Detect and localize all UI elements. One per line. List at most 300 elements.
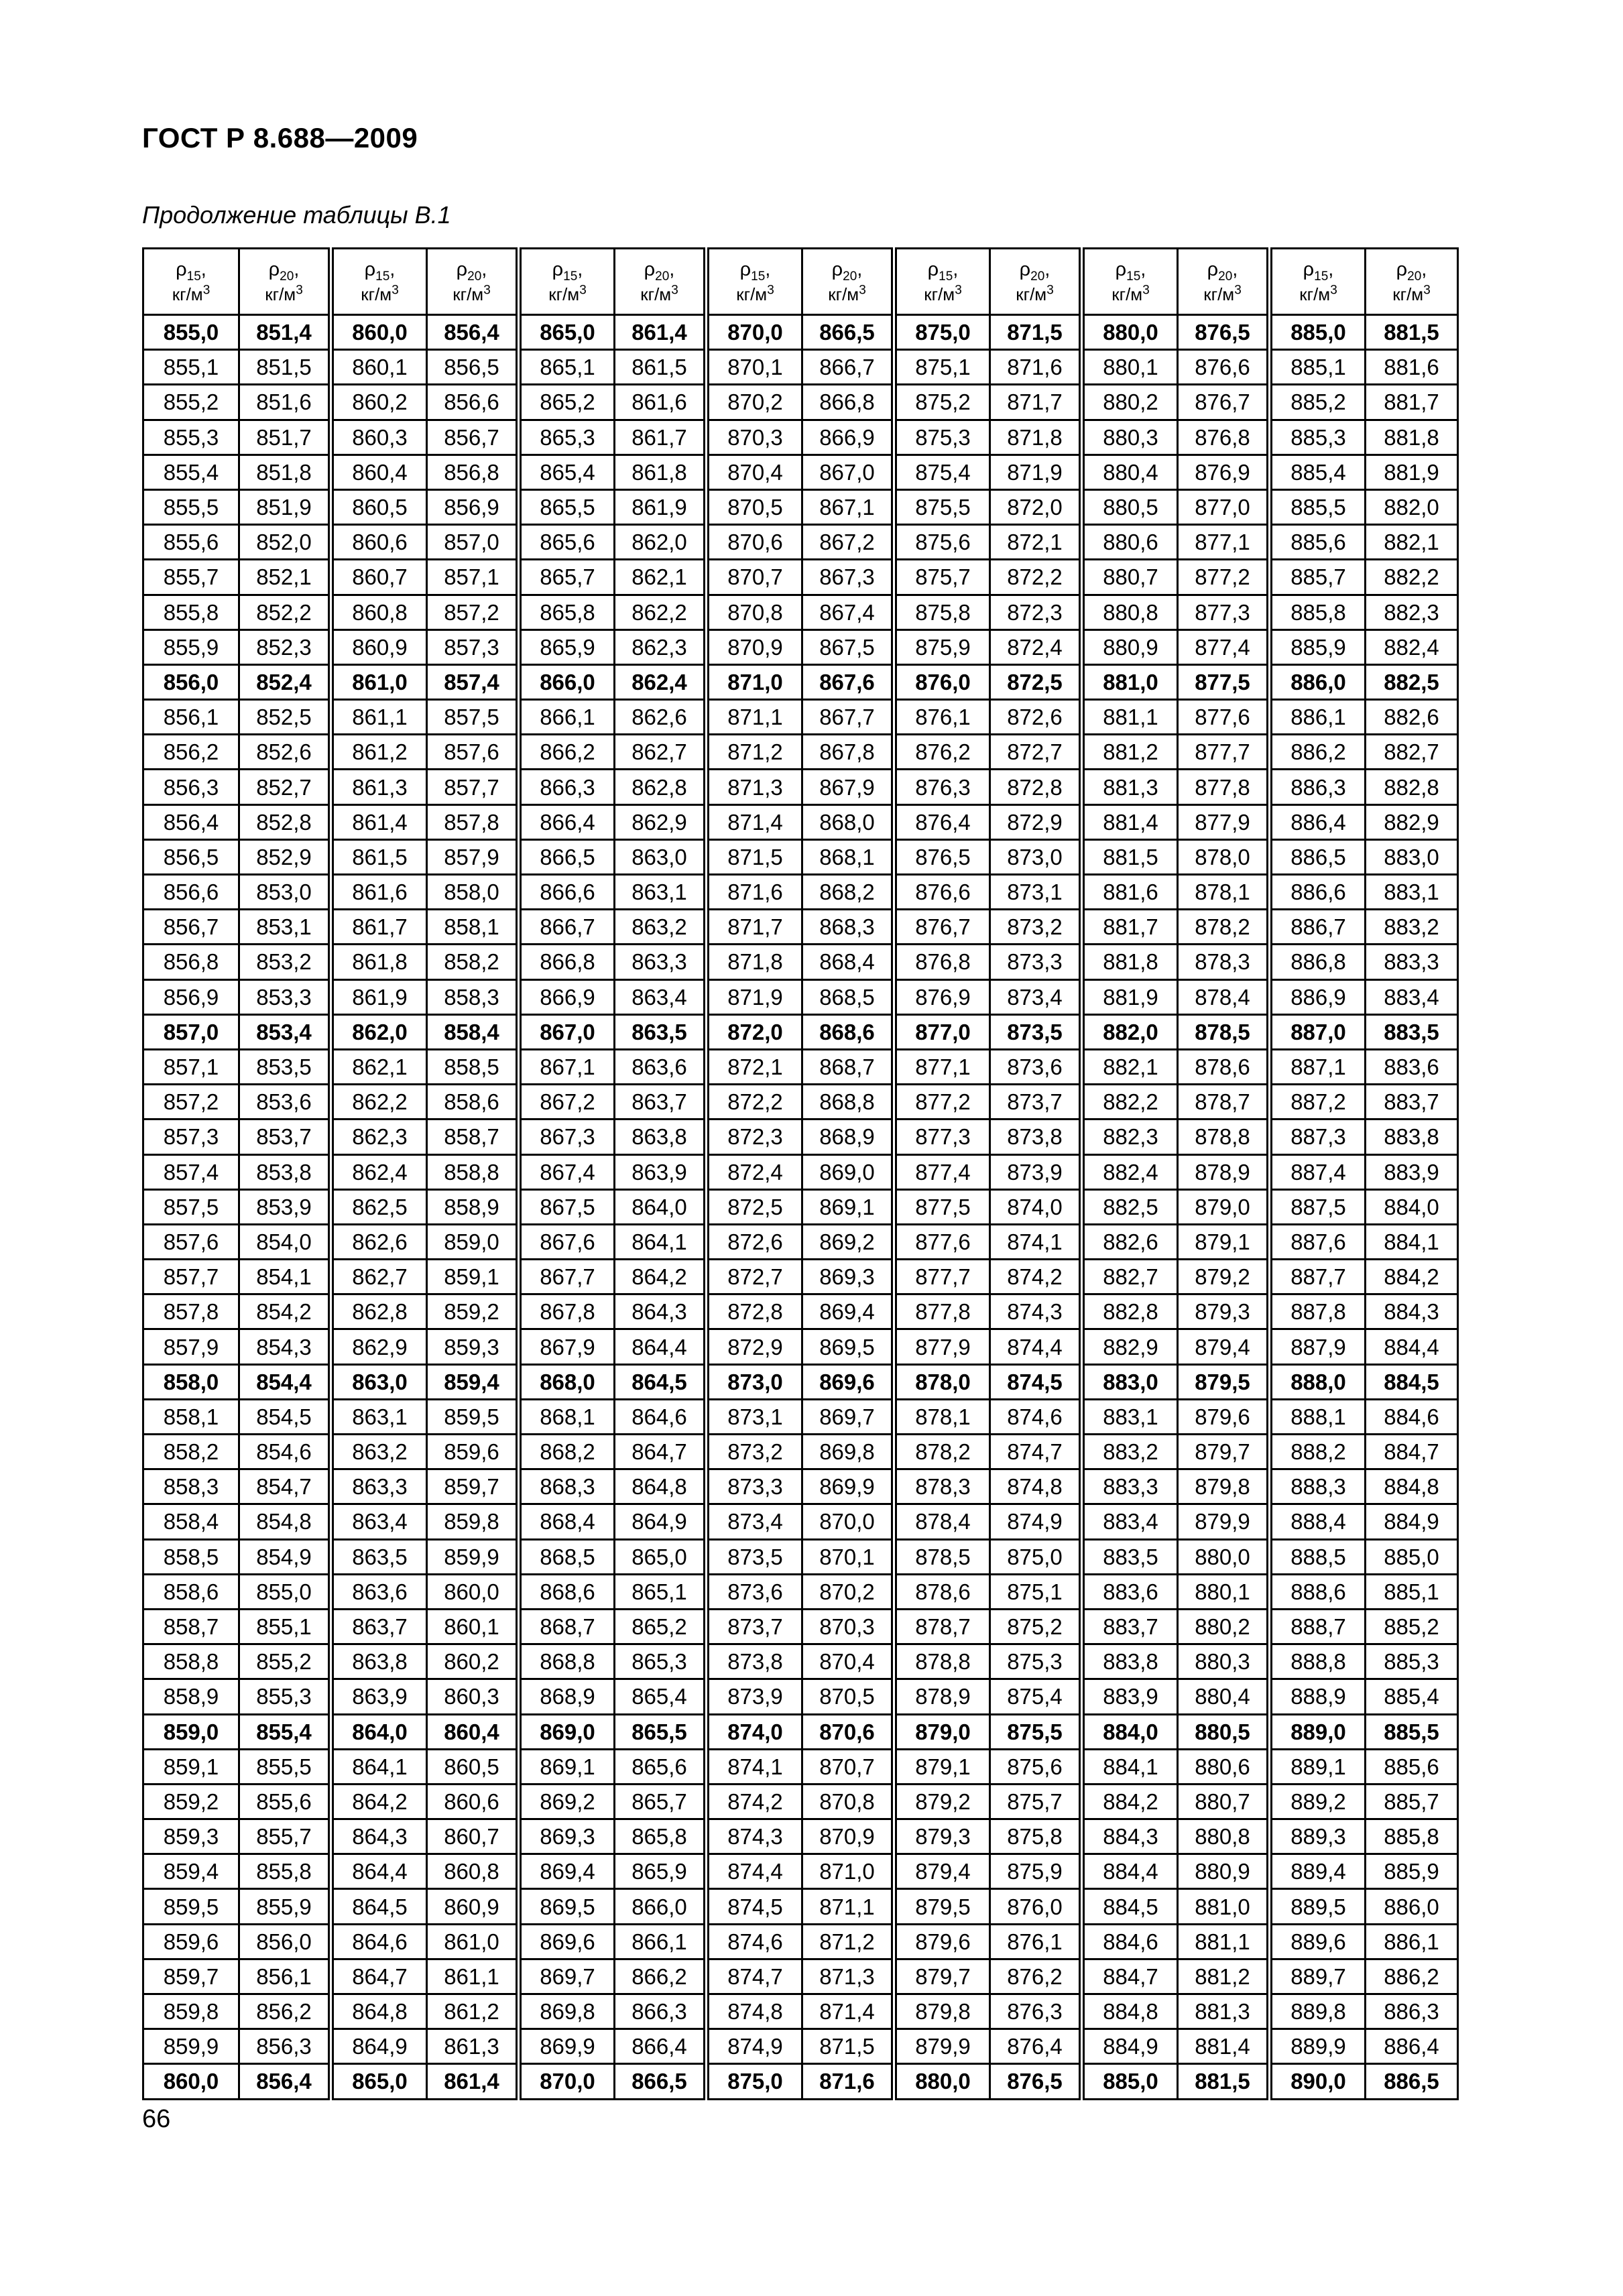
cell-rho15: 855,9 xyxy=(143,629,239,664)
cell-rho20: 860,2 xyxy=(427,1644,519,1679)
table-row xyxy=(143,1364,1458,1399)
table-row xyxy=(143,1504,1458,1539)
cell-rho15: 881,1 xyxy=(1082,700,1178,735)
cell-rho15: 882,5 xyxy=(1082,1189,1178,1224)
cell-rho15: 871,8 xyxy=(707,945,802,979)
cell-rho15: 878,6 xyxy=(894,1574,990,1609)
cell-rho20: 885,1 xyxy=(1366,1574,1458,1609)
table-row xyxy=(143,489,1458,524)
cell-rho20: 857,9 xyxy=(427,839,519,874)
table-row xyxy=(143,420,1458,455)
cell-rho15: 859,7 xyxy=(143,1959,239,1994)
cell-rho20: 876,8 xyxy=(1178,420,1270,455)
cell-rho20: 862,4 xyxy=(615,664,707,699)
cell-rho20: 884,9 xyxy=(1366,1504,1458,1539)
cell-rho20: 877,5 xyxy=(1178,664,1270,699)
table-row xyxy=(143,1854,1458,1889)
cell-rho15: 873,4 xyxy=(707,1504,802,1539)
cell-rho15: 881,4 xyxy=(1082,804,1178,839)
cell-rho15: 866,0 xyxy=(519,664,615,699)
unit-label: $кг/м^3$ xyxy=(265,283,303,305)
cell-rho15: 862,2 xyxy=(331,1085,427,1120)
cell-rho15: 875,7 xyxy=(894,560,990,595)
cell-rho15: 858,7 xyxy=(143,1609,239,1644)
cell-rho15: 889,4 xyxy=(1270,1854,1366,1889)
column-header-rho20 xyxy=(427,249,519,315)
cell-rho20: 870,8 xyxy=(802,1784,894,1819)
cell-rho20: 881,9 xyxy=(1366,455,1458,489)
cell-rho15: 885,9 xyxy=(1270,629,1366,664)
cell-rho15: 879,7 xyxy=(894,1959,990,1994)
cell-rho20: 879,5 xyxy=(1178,1364,1270,1399)
cell-rho20: 852,4 xyxy=(239,664,331,699)
cell-rho15: 861,7 xyxy=(331,910,427,945)
cell-rho15: 889,8 xyxy=(1270,1994,1366,2029)
cell-rho15: 864,4 xyxy=(331,1854,427,1889)
cell-rho15: 876,7 xyxy=(894,910,990,945)
cell-rho20: 868,6 xyxy=(802,1014,894,1049)
cell-rho15: 857,5 xyxy=(143,1189,239,1224)
cell-rho15: 882,0 xyxy=(1082,1014,1178,1049)
cell-rho15: 889,1 xyxy=(1270,1749,1366,1784)
cell-rho20: 874,0 xyxy=(990,1189,1082,1224)
cell-rho15: 857,7 xyxy=(143,1260,239,1294)
cell-rho20: 851,8 xyxy=(239,455,331,489)
cell-rho15: 858,4 xyxy=(143,1504,239,1539)
cell-rho15: 857,6 xyxy=(143,1224,239,1259)
cell-rho15: 888,9 xyxy=(1270,1679,1366,1714)
cell-rho20: 869,9 xyxy=(802,1469,894,1504)
cell-rho20: 871,6 xyxy=(990,350,1082,385)
cell-rho20: 855,1 xyxy=(239,1609,331,1644)
cell-rho15: 869,1 xyxy=(519,1749,615,1784)
table-row xyxy=(143,839,1458,874)
cell-rho20: 856,8 xyxy=(427,455,519,489)
cell-rho15: 876,2 xyxy=(894,735,990,770)
cell-rho15: 856,0 xyxy=(143,664,239,699)
cell-rho20: 852,9 xyxy=(239,839,331,874)
cell-rho20: 878,9 xyxy=(1178,1154,1270,1189)
cell-rho15: 880,4 xyxy=(1082,455,1178,489)
cell-rho15: 880,1 xyxy=(1082,350,1178,385)
cell-rho20: 853,1 xyxy=(239,910,331,945)
table-row xyxy=(143,2064,1458,2099)
cell-rho15: 882,6 xyxy=(1082,1224,1178,1259)
cell-rho15: 883,2 xyxy=(1082,1435,1178,1469)
cell-rho15: 881,9 xyxy=(1082,979,1178,1014)
cell-rho15: 875,2 xyxy=(894,385,990,420)
cell-rho20: 858,3 xyxy=(427,979,519,1014)
cell-rho20: 860,1 xyxy=(427,1609,519,1644)
column-header-rho20 xyxy=(239,249,331,315)
unit-label: $кг/м^3$ xyxy=(736,283,774,305)
column-header-rho20 xyxy=(1366,249,1458,315)
cell-rho20: 867,3 xyxy=(802,560,894,595)
cell-rho20: 863,5 xyxy=(615,1014,707,1049)
cell-rho15: 863,0 xyxy=(331,1364,427,1399)
cell-rho15: 864,1 xyxy=(331,1749,427,1784)
cell-rho20: 866,5 xyxy=(615,2064,707,2099)
cell-rho20: 868,9 xyxy=(802,1120,894,1154)
cell-rho20: 874,3 xyxy=(990,1294,1082,1329)
cell-rho15: 886,8 xyxy=(1270,945,1366,979)
table-row xyxy=(143,1189,1458,1224)
cell-rho20: 863,0 xyxy=(615,839,707,874)
cell-rho20: 855,2 xyxy=(239,1644,331,1679)
cell-rho15: 889,7 xyxy=(1270,1959,1366,1994)
cell-rho15: 872,5 xyxy=(707,1189,802,1224)
cell-rho15: 872,8 xyxy=(707,1294,802,1329)
cell-rho20: 861,9 xyxy=(615,489,707,524)
cell-rho20: 858,8 xyxy=(427,1154,519,1189)
unit-label: $кг/м^3$ xyxy=(1299,283,1337,305)
cell-rho15: 873,6 xyxy=(707,1574,802,1609)
cell-rho15: 873,9 xyxy=(707,1679,802,1714)
cell-rho20: 860,6 xyxy=(427,1784,519,1819)
cell-rho15: 867,5 xyxy=(519,1189,615,1224)
cell-rho15: 857,1 xyxy=(143,1049,239,1084)
unit-label: $кг/м^3$ xyxy=(1392,283,1431,305)
cell-rho15: 881,3 xyxy=(1082,770,1178,804)
table-row xyxy=(143,1924,1458,1959)
cell-rho15: 871,3 xyxy=(707,770,802,804)
cell-rho15: 867,9 xyxy=(519,1329,615,1364)
cell-rho15: 876,1 xyxy=(894,700,990,735)
cell-rho20: 884,5 xyxy=(1366,1364,1458,1399)
cell-rho20: 878,8 xyxy=(1178,1120,1270,1154)
cell-rho20: 867,9 xyxy=(802,770,894,804)
cell-rho15: 858,2 xyxy=(143,1435,239,1469)
cell-rho20: 886,4 xyxy=(1366,2029,1458,2064)
cell-rho20: 880,4 xyxy=(1178,1679,1270,1714)
cell-rho20: 868,8 xyxy=(802,1085,894,1120)
cell-rho20: 878,0 xyxy=(1178,839,1270,874)
cell-rho20: 872,3 xyxy=(990,595,1082,629)
cell-rho20: 881,0 xyxy=(1178,1889,1270,1924)
cell-rho15: 876,3 xyxy=(894,770,990,804)
cell-rho15: 859,5 xyxy=(143,1889,239,1924)
cell-rho15: 874,2 xyxy=(707,1784,802,1819)
cell-rho20: 864,2 xyxy=(615,1260,707,1294)
cell-rho15: 882,8 xyxy=(1082,1294,1178,1329)
cell-rho20: 854,6 xyxy=(239,1435,331,1469)
cell-rho15: 865,9 xyxy=(519,629,615,664)
cell-rho20: 878,2 xyxy=(1178,910,1270,945)
cell-rho15: 874,1 xyxy=(707,1749,802,1784)
cell-rho15: 877,6 xyxy=(894,1224,990,1259)
cell-rho15: 860,3 xyxy=(331,420,427,455)
density-symbol: $\rho_{15}$, xyxy=(552,258,583,284)
cell-rho15: 869,6 xyxy=(519,1924,615,1959)
cell-rho20: 874,6 xyxy=(990,1399,1082,1434)
cell-rho15: 884,2 xyxy=(1082,1784,1178,1819)
cell-rho20: 884,4 xyxy=(1366,1329,1458,1364)
cell-rho15: 869,4 xyxy=(519,1854,615,1889)
cell-rho15: 862,3 xyxy=(331,1120,427,1154)
cell-rho15: 869,3 xyxy=(519,1819,615,1854)
cell-rho15: 866,1 xyxy=(519,700,615,735)
cell-rho15: 867,6 xyxy=(519,1224,615,1259)
cell-rho15: 866,5 xyxy=(519,839,615,874)
cell-rho20: 875,8 xyxy=(990,1819,1082,1854)
table-row xyxy=(143,910,1458,945)
table-caption: Продолжение таблицы В.1 xyxy=(142,201,451,229)
cell-rho20: 880,6 xyxy=(1178,1749,1270,1784)
cell-rho15: 878,9 xyxy=(894,1679,990,1714)
cell-rho20: 865,6 xyxy=(615,1749,707,1784)
cell-rho15: 882,4 xyxy=(1082,1154,1178,1189)
cell-rho15: 874,4 xyxy=(707,1854,802,1889)
cell-rho15: 874,8 xyxy=(707,1994,802,2029)
cell-rho15: 876,0 xyxy=(894,664,990,699)
cell-rho15: 888,6 xyxy=(1270,1574,1366,1609)
cell-rho15: 886,9 xyxy=(1270,979,1366,1014)
cell-rho20: 856,6 xyxy=(427,385,519,420)
cell-rho15: 864,7 xyxy=(331,1959,427,1994)
cell-rho15: 875,6 xyxy=(894,525,990,560)
cell-rho20: 869,4 xyxy=(802,1294,894,1329)
cell-rho20: 866,9 xyxy=(802,420,894,455)
cell-rho15: 883,0 xyxy=(1082,1364,1178,1399)
cell-rho15: 861,2 xyxy=(331,735,427,770)
cell-rho15: 857,0 xyxy=(143,1014,239,1049)
cell-rho15: 877,9 xyxy=(894,1329,990,1364)
cell-rho20: 855,7 xyxy=(239,1819,331,1854)
cell-rho20: 870,2 xyxy=(802,1574,894,1609)
cell-rho15: 869,8 xyxy=(519,1994,615,2029)
cell-rho20: 859,9 xyxy=(427,1539,519,1574)
cell-rho20: 882,4 xyxy=(1366,629,1458,664)
cell-rho15: 858,1 xyxy=(143,1399,239,1434)
cell-rho15: 859,4 xyxy=(143,1854,239,1889)
density-symbol: $\rho_{20}$, xyxy=(644,258,675,284)
cell-rho15: 855,0 xyxy=(143,315,239,350)
cell-rho15: 870,7 xyxy=(707,560,802,595)
cell-rho15: 883,3 xyxy=(1082,1469,1178,1504)
cell-rho20: 856,9 xyxy=(427,489,519,524)
cell-rho20: 861,4 xyxy=(615,315,707,350)
cell-rho20: 865,0 xyxy=(615,1539,707,1574)
cell-rho20: 882,9 xyxy=(1366,804,1458,839)
cell-rho15: 861,3 xyxy=(331,770,427,804)
cell-rho20: 877,6 xyxy=(1178,700,1270,735)
cell-rho20: 879,6 xyxy=(1178,1399,1270,1434)
cell-rho15: 878,5 xyxy=(894,1539,990,1574)
column-header-rho20 xyxy=(615,249,707,315)
cell-rho15: 887,6 xyxy=(1270,1224,1366,1259)
cell-rho20: 859,3 xyxy=(427,1329,519,1364)
table-row xyxy=(143,2029,1458,2064)
cell-rho15: 885,5 xyxy=(1270,489,1366,524)
cell-rho15: 857,9 xyxy=(143,1329,239,1364)
cell-rho20: 861,1 xyxy=(427,1959,519,1994)
cell-rho15: 867,0 xyxy=(519,1014,615,1049)
cell-rho20: 853,6 xyxy=(239,1085,331,1120)
cell-rho20: 870,1 xyxy=(802,1539,894,1574)
cell-rho20: 868,2 xyxy=(802,875,894,910)
cell-rho20: 862,0 xyxy=(615,525,707,560)
cell-rho15: 876,8 xyxy=(894,945,990,979)
cell-rho20: 862,6 xyxy=(615,700,707,735)
cell-rho20: 877,0 xyxy=(1178,489,1270,524)
cell-rho20: 874,5 xyxy=(990,1364,1082,1399)
cell-rho20: 867,8 xyxy=(802,735,894,770)
cell-rho20: 858,5 xyxy=(427,1049,519,1084)
cell-rho20: 854,1 xyxy=(239,1260,331,1294)
cell-rho15: 874,6 xyxy=(707,1924,802,1959)
density-symbol: $\rho_{15}$, xyxy=(1115,258,1146,284)
cell-rho20: 881,6 xyxy=(1366,350,1458,385)
cell-rho15: 884,5 xyxy=(1082,1889,1178,1924)
cell-rho20: 867,1 xyxy=(802,489,894,524)
column-header-rho15 xyxy=(707,249,802,315)
cell-rho20: 851,9 xyxy=(239,489,331,524)
cell-rho20: 869,6 xyxy=(802,1364,894,1399)
cell-rho15: 866,4 xyxy=(519,804,615,839)
cell-rho15: 863,8 xyxy=(331,1644,427,1679)
cell-rho15: 882,1 xyxy=(1082,1049,1178,1084)
cell-rho20: 860,0 xyxy=(427,1574,519,1609)
cell-rho20: 862,2 xyxy=(615,595,707,629)
cell-rho20: 853,4 xyxy=(239,1014,331,1049)
cell-rho15: 860,0 xyxy=(331,315,427,350)
cell-rho20: 853,5 xyxy=(239,1049,331,1084)
cell-rho15: 859,3 xyxy=(143,1819,239,1854)
cell-rho20: 875,5 xyxy=(990,1714,1082,1749)
cell-rho20: 864,0 xyxy=(615,1189,707,1224)
cell-rho15: 879,5 xyxy=(894,1889,990,1924)
cell-rho20: 855,3 xyxy=(239,1679,331,1714)
cell-rho20: 862,7 xyxy=(615,735,707,770)
cell-rho15: 870,0 xyxy=(707,315,802,350)
cell-rho15: 865,5 xyxy=(519,489,615,524)
cell-rho20: 884,7 xyxy=(1366,1435,1458,1469)
cell-rho15: 872,2 xyxy=(707,1085,802,1120)
cell-rho15: 865,0 xyxy=(519,315,615,350)
cell-rho20: 877,1 xyxy=(1178,525,1270,560)
cell-rho15: 885,4 xyxy=(1270,455,1366,489)
cell-rho20: 859,4 xyxy=(427,1364,519,1399)
cell-rho20: 868,4 xyxy=(802,945,894,979)
cell-rho15: 864,3 xyxy=(331,1819,427,1854)
cell-rho20: 866,1 xyxy=(615,1924,707,1959)
cell-rho20: 864,1 xyxy=(615,1224,707,1259)
cell-rho15: 875,5 xyxy=(894,489,990,524)
cell-rho15: 869,0 xyxy=(519,1714,615,1749)
cell-rho15: 889,9 xyxy=(1270,2029,1366,2064)
cell-rho15: 877,1 xyxy=(894,1049,990,1084)
cell-rho20: 870,9 xyxy=(802,1819,894,1854)
cell-rho20: 870,7 xyxy=(802,1749,894,1784)
cell-rho15: 877,2 xyxy=(894,1085,990,1120)
cell-rho15: 870,4 xyxy=(707,455,802,489)
cell-rho15: 878,8 xyxy=(894,1644,990,1679)
cell-rho20: 883,0 xyxy=(1366,839,1458,874)
cell-rho15: 868,1 xyxy=(519,1399,615,1434)
cell-rho15: 869,5 xyxy=(519,1889,615,1924)
cell-rho15: 871,5 xyxy=(707,839,802,874)
cell-rho20: 853,8 xyxy=(239,1154,331,1189)
cell-rho20: 859,7 xyxy=(427,1469,519,1504)
cell-rho15: 879,1 xyxy=(894,1749,990,1784)
cell-rho20: 859,5 xyxy=(427,1399,519,1434)
cell-rho20: 885,2 xyxy=(1366,1609,1458,1644)
cell-rho15: 889,2 xyxy=(1270,1784,1366,1819)
density-symbol: $\rho_{20}$, xyxy=(831,258,863,284)
cell-rho20: 871,2 xyxy=(802,1924,894,1959)
cell-rho20: 880,9 xyxy=(1178,1854,1270,1889)
cell-rho15: 861,6 xyxy=(331,875,427,910)
table-row xyxy=(143,1260,1458,1294)
cell-rho20: 885,6 xyxy=(1366,1749,1458,1784)
cell-rho15: 868,7 xyxy=(519,1609,615,1644)
cell-rho15: 882,3 xyxy=(1082,1120,1178,1154)
cell-rho20: 874,7 xyxy=(990,1435,1082,1469)
table-row xyxy=(143,1749,1458,1784)
cell-rho20: 867,6 xyxy=(802,664,894,699)
cell-rho20: 882,2 xyxy=(1366,560,1458,595)
cell-rho20: 857,6 xyxy=(427,735,519,770)
cell-rho15: 877,5 xyxy=(894,1189,990,1224)
cell-rho15: 862,7 xyxy=(331,1260,427,1294)
cell-rho15: 855,4 xyxy=(143,455,239,489)
cell-rho20: 868,0 xyxy=(802,804,894,839)
cell-rho20: 858,7 xyxy=(427,1120,519,1154)
cell-rho20: 883,4 xyxy=(1366,979,1458,1014)
cell-rho20: 857,0 xyxy=(427,525,519,560)
cell-rho15: 859,8 xyxy=(143,1994,239,2029)
cell-rho15: 860,5 xyxy=(331,489,427,524)
cell-rho15: 858,5 xyxy=(143,1539,239,1574)
cell-rho15: 857,3 xyxy=(143,1120,239,1154)
cell-rho15: 875,8 xyxy=(894,595,990,629)
cell-rho20: 866,2 xyxy=(615,1959,707,1994)
density-table-container xyxy=(142,247,1459,2100)
table-row xyxy=(143,1959,1458,1994)
cell-rho20: 882,8 xyxy=(1366,770,1458,804)
cell-rho20: 873,8 xyxy=(990,1120,1082,1154)
cell-rho20: 880,1 xyxy=(1178,1574,1270,1609)
cell-rho20: 865,7 xyxy=(615,1784,707,1819)
cell-rho15: 860,7 xyxy=(331,560,427,595)
cell-rho20: 872,2 xyxy=(990,560,1082,595)
cell-rho15: 862,4 xyxy=(331,1154,427,1189)
cell-rho15: 887,5 xyxy=(1270,1189,1366,1224)
document-header: ГОСТ Р 8.688—2009 xyxy=(142,122,418,154)
table-row xyxy=(143,1574,1458,1609)
cell-rho15: 856,6 xyxy=(143,875,239,910)
cell-rho15: 867,2 xyxy=(519,1085,615,1120)
cell-rho20: 879,7 xyxy=(1178,1435,1270,1469)
cell-rho15: 873,7 xyxy=(707,1609,802,1644)
cell-rho20: 860,7 xyxy=(427,1819,519,1854)
density-symbol: $\rho_{15}$, xyxy=(927,258,959,284)
cell-rho15: 872,1 xyxy=(707,1049,802,1084)
cell-rho20: 852,5 xyxy=(239,700,331,735)
cell-rho20: 871,1 xyxy=(802,1889,894,1924)
cell-rho15: 875,0 xyxy=(707,2064,802,2099)
cell-rho15: 881,8 xyxy=(1082,945,1178,979)
page-number: 66 xyxy=(142,2105,171,2133)
cell-rho20: 855,9 xyxy=(239,1889,331,1924)
cell-rho20: 866,8 xyxy=(802,385,894,420)
column-header-rho15 xyxy=(331,249,427,315)
cell-rho20: 873,2 xyxy=(990,910,1082,945)
cell-rho20: 885,9 xyxy=(1366,1854,1458,1889)
cell-rho20: 878,6 xyxy=(1178,1049,1270,1084)
cell-rho20: 855,0 xyxy=(239,1574,331,1609)
cell-rho20: 872,9 xyxy=(990,804,1082,839)
